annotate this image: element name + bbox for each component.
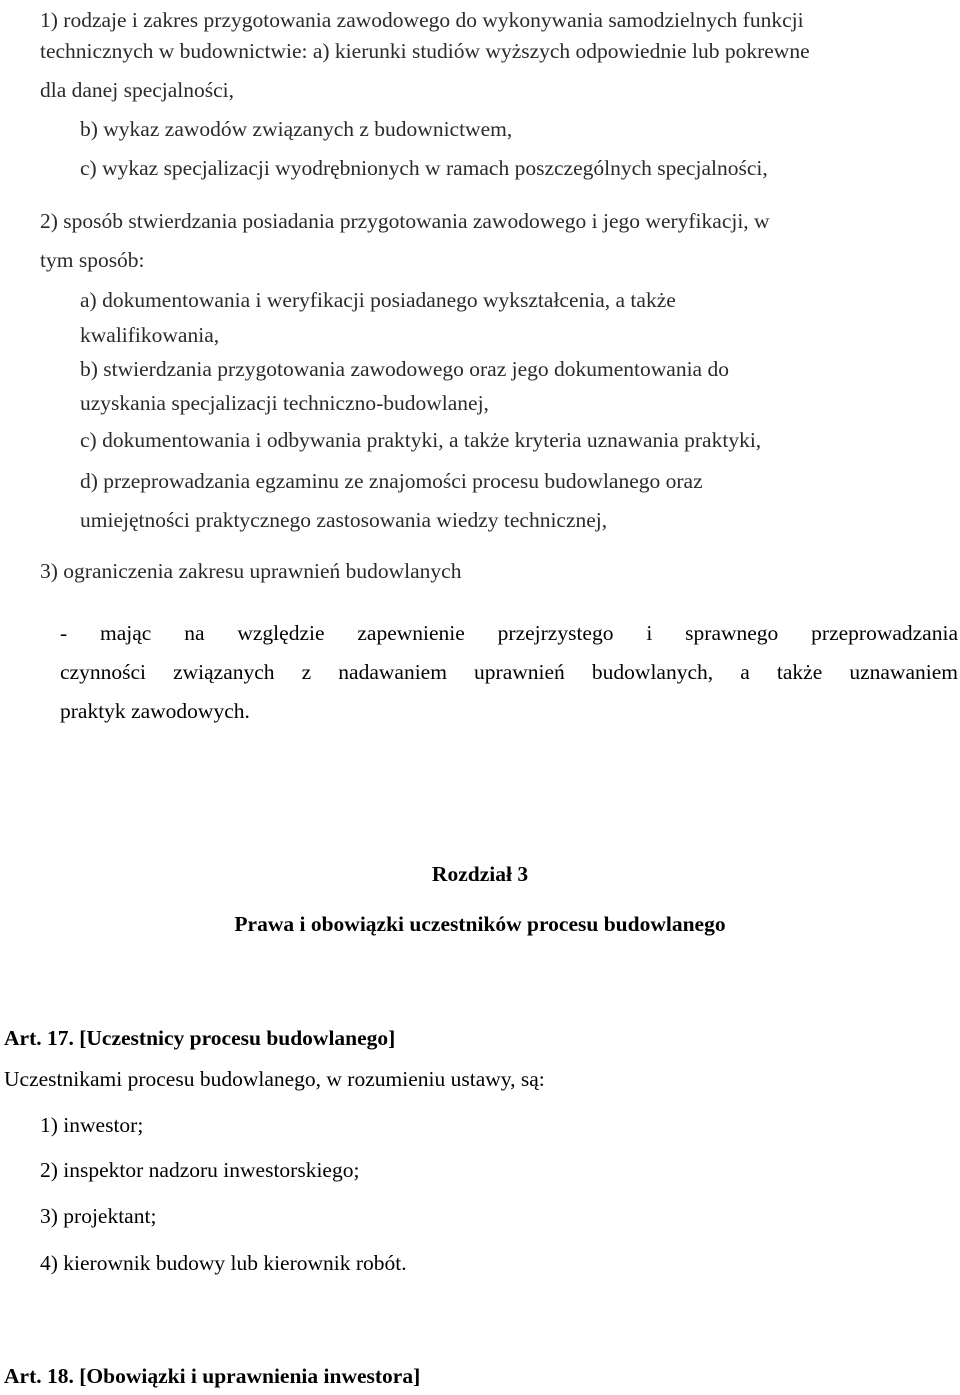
art-17-item: 4) kierownik budowy lub kierownik robót. <box>40 1251 407 1275</box>
section-1-item-c: c) wykaz specjalizacji wyodrębnionych w ramach poszczególnych specjalności, <box>80 156 768 180</box>
section-2-line-1: 2) sposób stwierdzania posiadania przygotowania zawodowego i jego weryfikacji, w <box>40 209 770 233</box>
art-17-heading: Art. 17. [Uczestnicy procesu budowlanego] <box>4 1026 396 1050</box>
section-1-line-1: 1) rodzaje i zakres przygotowania zawodowego do wykonywania samodzielnych funkcji <box>40 8 804 32</box>
section-2-line-2: tym sposób: <box>40 248 145 272</box>
art-17-intro: Uczestnikami procesu budowlanego, w rozumieniu ustawy, są: <box>4 1067 545 1091</box>
art-17-item: 1) inwestor; <box>40 1113 144 1137</box>
section-2-item-a-line-1: a) dokumentowania i weryfikacji posiadanego wykształcenia, a także <box>80 288 676 312</box>
section-3-line-1: 3) ograniczenia zakresu uprawnień budowlanych <box>40 559 462 583</box>
chapter-number: Rozdział 3 <box>431 862 529 886</box>
section-2-item-d-line-1: d) przeprowadzania egzaminu ze znajomości procesu budowlanego oraz <box>80 469 703 493</box>
section-2-item-d-line-2: umiejętności praktycznego zastosowania wiedzy technicznej, <box>80 508 608 532</box>
art-17-item: 2) inspektor nadzoru inwestorskiego; <box>40 1158 360 1182</box>
art-18-heading: Art. 18. [Obowiązki i uprawnienia inwestora] <box>4 1364 421 1388</box>
section-1-line-2: technicznych w budownictwie: a) kierunki studiów wyższych odpowiednie lub pokrewne <box>40 39 810 63</box>
section-1-item-b: b) wykaz zawodów związanych z budownictwem, <box>80 117 513 141</box>
section-1-line-3: dla danej specjalności, <box>40 78 235 102</box>
purpose-line-2: czynności związanych z nadawaniem uprawnień budowlanych, a także uznawaniem <box>60 660 958 684</box>
section-2-item-b-line-2: uzyskania specjalizacji techniczno-budowlanej, <box>80 391 489 415</box>
purpose-line-1: - mając na względzie zapewnienie przejrzystego i sprawnego przeprowadzania <box>60 621 958 645</box>
art-17-item: 3) projektant; <box>40 1204 157 1228</box>
section-2-item-a-line-2: kwalifikowania, <box>80 323 220 347</box>
section-2-item-b-line-1: b) stwierdzania przygotowania zawodowego oraz jego dokumentowania do <box>80 357 729 381</box>
section-2-item-c: c) dokumentowania i odbywania praktyki, a także kryteria uznawania praktyki, <box>80 428 762 452</box>
purpose-line-3: praktyk zawodowych. <box>60 699 250 723</box>
chapter-title: Prawa i obowiązki uczestników procesu budowlanego <box>234 912 726 936</box>
